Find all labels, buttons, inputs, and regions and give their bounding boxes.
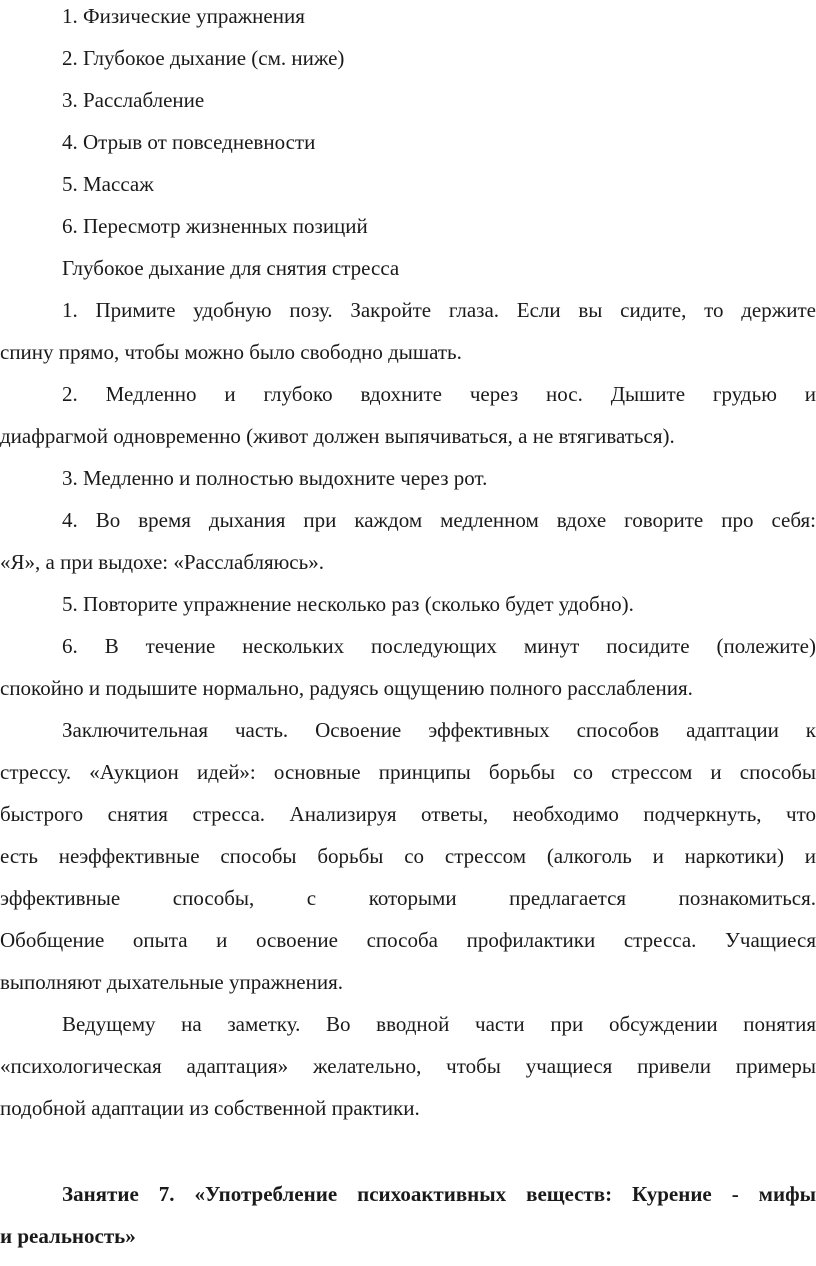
- list-item-break-from-routine: 4. Отрыв от повседневности: [62, 130, 316, 154]
- step-6-line-1: 6. В течение нескольких последующих минут посидите (полежите): [62, 634, 816, 658]
- conclusion-line-7: выполняют дыхательные упражнения.: [0, 970, 343, 994]
- list-item-relaxation: 3. Расслабление: [62, 88, 205, 112]
- conclusion-line-2: стрессу. «Аукцион идей»: основные принципы борьбы со стрессом и способы: [0, 760, 816, 784]
- section-heading-deep-breathing: Глубокое дыхание для снятия стресса: [62, 256, 400, 280]
- conclusion-line-4: есть неэффективные способы борьбы со стрессом (алкоголь и наркотики) и: [0, 844, 816, 868]
- list-item-life-positions: 6. Пересмотр жизненных позиций: [62, 214, 368, 238]
- step-5: 5. Повторите упражнение несколько раз (сколько будет удобно).: [62, 592, 634, 616]
- conclusion-line-3: быстрого снятия стресса. Анализируя ответы, необходимо подчеркнуть, что: [0, 802, 816, 826]
- step-4-line-2: «Я», а при выдохе: «Расслабляюсь».: [0, 550, 324, 574]
- lesson-7-title-line-2: и реальность»: [0, 1224, 136, 1248]
- step-2-line-2: диафрагмой одновременно (живот должен выпячиваться, а не втягиваться).: [0, 424, 675, 448]
- list-item-massage: 5. Массаж: [62, 172, 154, 196]
- list-item-deep-breathing: 2. Глубокое дыхание (см. ниже): [62, 46, 345, 70]
- step-4-line-1: 4. Во время дыхания при каждом медленном вдохе говорите про себя:: [62, 508, 816, 532]
- host-note-line-2: «психологическая адаптация» желательно, чтобы учащиеся привели примеры: [0, 1054, 816, 1078]
- list-item-physical-exercise: 1. Физические упражнения: [62, 4, 305, 28]
- conclusion-line-6: Обобщение опыта и освоение способа профилактики стресса. Учащиеся: [0, 928, 816, 952]
- step-1-line-2: спину прямо, чтобы можно было свободно дышать.: [0, 340, 462, 364]
- step-3: 3. Медленно и полностью выдохните через рот.: [62, 466, 488, 490]
- step-6-line-2: спокойно и подышите нормально, радуясь ощущению полного расслабления.: [0, 676, 693, 700]
- step-1-line-1: 1. Примите удобную позу. Закройте глаза. Если вы сидите, то держите: [62, 298, 816, 322]
- step-2-line-1: 2. Медленно и глубоко вдохните через нос. Дышите грудью и: [62, 382, 816, 406]
- lesson-7-title-line-1: Занятие 7. «Употребление психоактивных веществ: Курение - мифы: [62, 1182, 816, 1206]
- host-note-line-3: подобной адаптации из собственной практики.: [0, 1096, 420, 1120]
- conclusion-line-1: Заключительная часть. Освоение эффективных способов адаптации к: [62, 718, 816, 742]
- conclusion-line-5: эффективные способы, с которыми предлагается познакомиться.: [0, 886, 816, 910]
- host-note-line-1: Ведущему на заметку. Во вводной части при обсуждении понятия: [62, 1012, 816, 1036]
